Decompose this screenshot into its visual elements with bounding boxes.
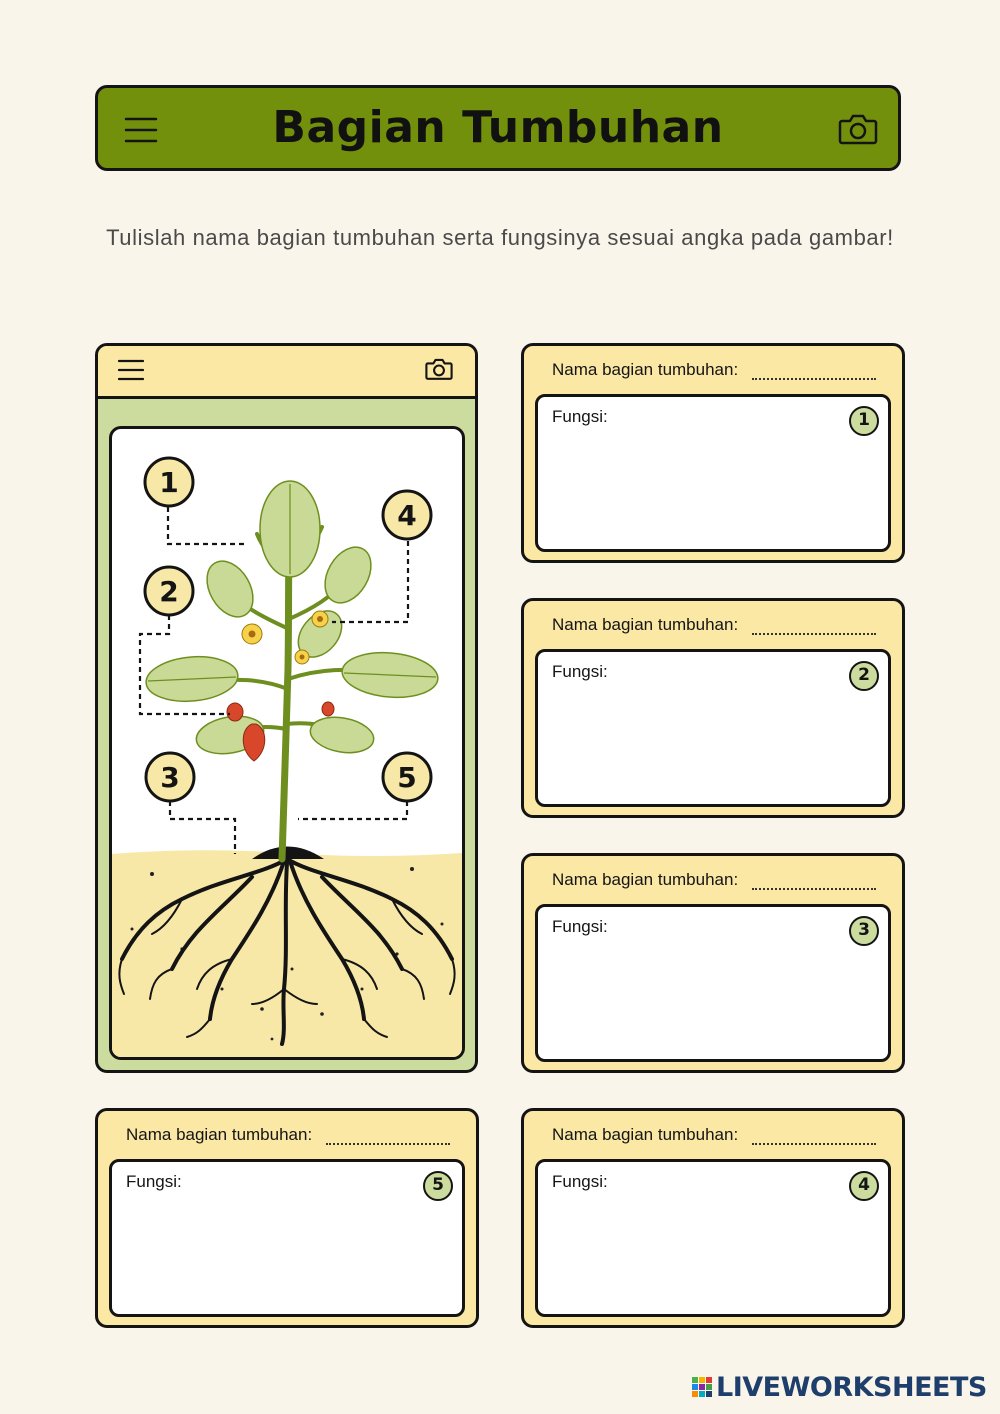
svg-text:1: 1 [159,466,179,499]
svg-text:2: 2 [159,575,179,608]
number-badge: 1 [849,406,879,436]
function-label: Fungsi: [552,407,608,426]
diagram-frame [95,343,478,1073]
plant-illustration [112,429,462,1057]
svg-text:4: 4 [397,499,417,532]
part-name-label: Nama bagian tumbuhan: [552,615,739,634]
part-name-label: Nama bagian tumbuhan: [552,870,739,889]
function-label: Fungsi: [126,1172,182,1191]
diagram-number-2 [145,567,193,615]
function-label: Fungsi: [552,662,608,681]
part-name-input[interactable] [752,366,876,380]
page-title: Bagian Tumbuhan [272,102,724,153]
camera-icon[interactable] [425,357,453,381]
plant-diagram-screen [109,426,465,1060]
function-answer-box[interactable] [535,904,891,1062]
function-answer-box[interactable] [535,394,891,552]
function-label: Fungsi: [552,1172,608,1191]
part-name-input[interactable] [752,1131,876,1145]
function-answer-box[interactable] [109,1159,465,1317]
title-banner [95,85,901,171]
svg-text:5: 5 [397,761,417,794]
part-name-input[interactable] [752,621,876,635]
function-answer-box[interactable] [535,649,891,807]
svg-text:3: 3 [160,761,180,794]
part-name-label: Nama bagian tumbuhan: [552,360,739,379]
instruction-text: Tulislah nama bagian tumbuhan serta fungsinya sesuai angka pada gambar! [106,225,894,250]
number-badge: 2 [849,661,879,691]
number-badge: 4 [849,1171,879,1201]
number-badge: 5 [423,1171,453,1201]
answer-card-4 [521,1108,905,1328]
answer-card-3 [521,853,905,1073]
brand-wordmark: LIVEWORKSHEETS [716,1372,987,1403]
diagram-number-3 [146,753,194,801]
part-name-input[interactable] [326,1131,450,1145]
diagram-topbar [98,346,475,399]
camera-icon[interactable] [838,112,878,146]
answer-card-5 [95,1108,479,1328]
part-name-input[interactable] [752,876,876,890]
number-badge: 3 [849,916,879,946]
diagram-number-4 [383,491,431,539]
liveworksheets-logo-icon [692,1377,714,1401]
answer-card-2 [521,598,905,818]
hamburger-menu-icon[interactable] [118,359,144,381]
function-label: Fungsi: [552,917,608,936]
function-answer-box[interactable] [535,1159,891,1317]
diagram-number-5 [383,753,431,801]
part-name-label: Nama bagian tumbuhan: [552,1125,739,1144]
answer-card-1 [521,343,905,563]
part-name-label: Nama bagian tumbuhan: [126,1125,313,1144]
diagram-number-1 [145,458,193,506]
